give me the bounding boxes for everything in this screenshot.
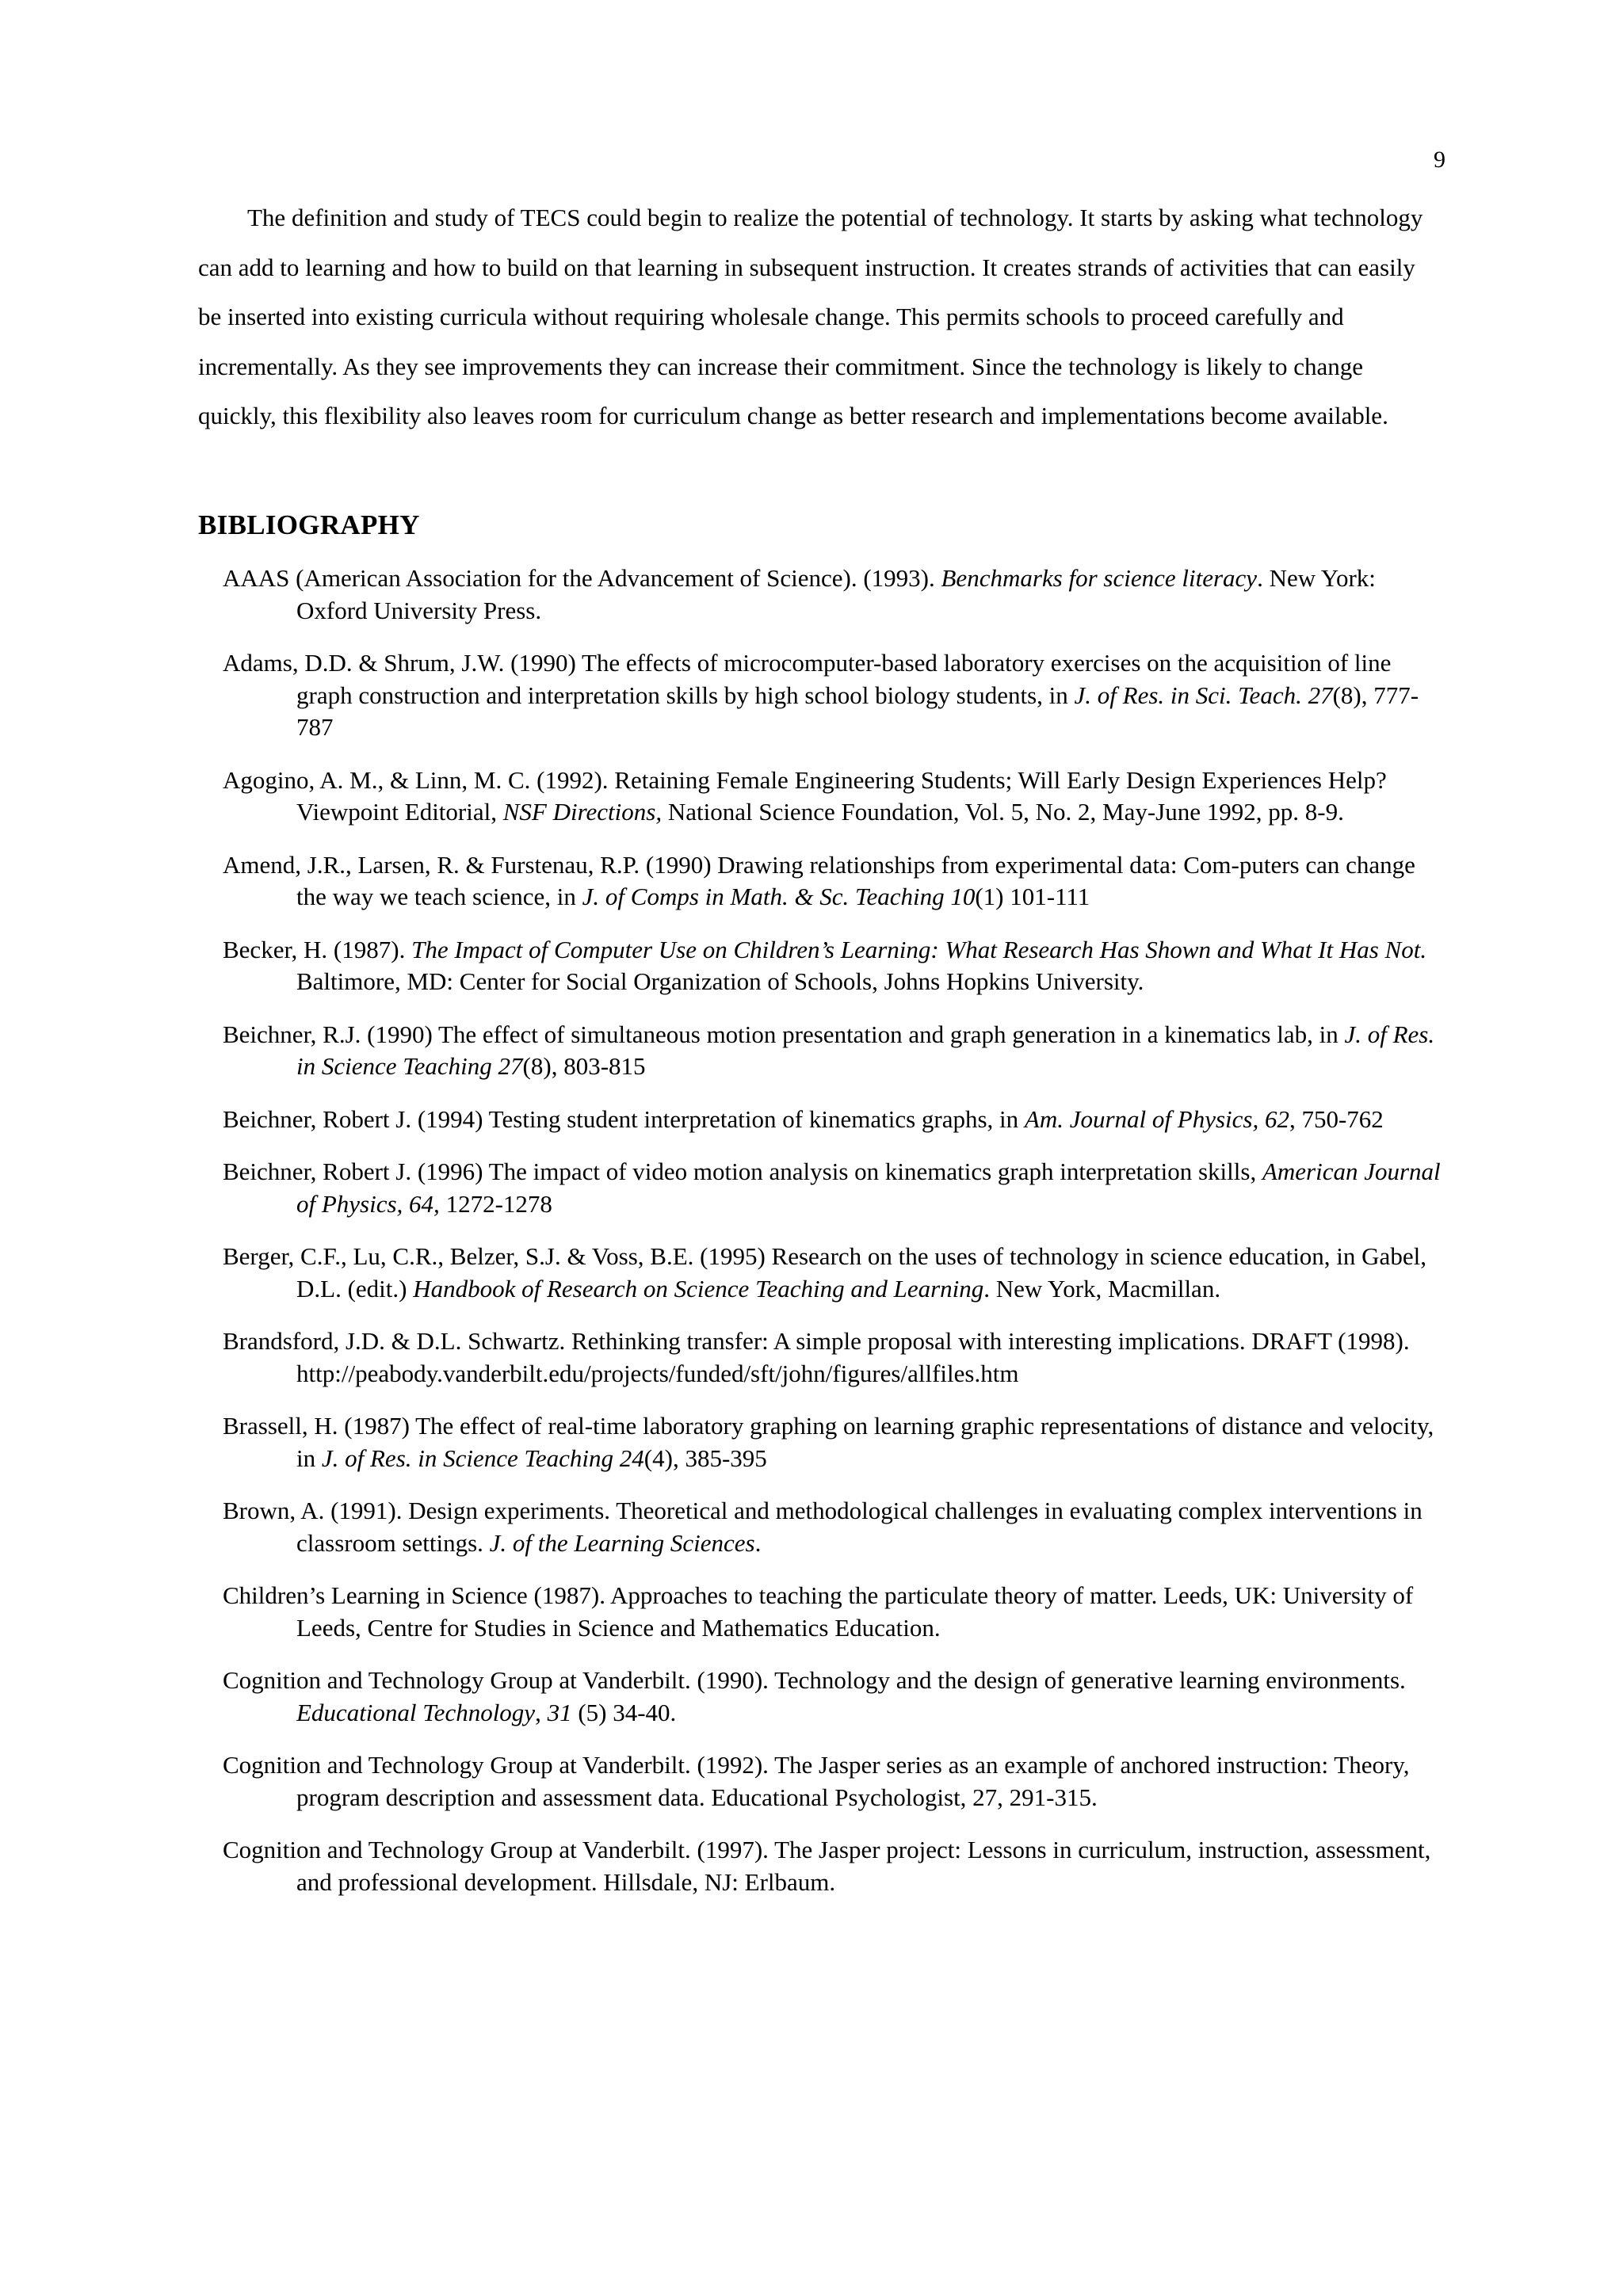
citation-text: Cognition and Technology Group at Vanderbilt. (1992). The Jasper series as an example of anchored instruction: Theory, program description and assessment data. Educational Psychologist, 27, 291-315. bbox=[223, 1751, 1410, 1811]
citation-text: Cognition and Technology Group at Vanderbilt. (1997). The Jasper project: Lessons in curriculum, instruction, assessment, and professional development. Hillsdale, NJ: Erlbaum. bbox=[223, 1836, 1431, 1896]
citation-text: (8), 803-815 bbox=[522, 1052, 646, 1080]
citation-text: Baltimore, MD: Center for Social Organization of Schools, Johns Hopkins University. bbox=[296, 967, 1144, 995]
citation-italic-text: J. of Res. in Science Teaching 27 bbox=[296, 1020, 1435, 1080]
citation-italic-text: The Impact of Computer Use on Children’s Learning: What Research Has Shown and What It Has Not. bbox=[411, 935, 1427, 963]
citation-italic-text: Benchmarks for science literacy bbox=[941, 564, 1258, 592]
citation-text: . New York, Macmillan. bbox=[983, 1274, 1221, 1302]
citation-italic-text: J. of Res. in Science Teaching 24 bbox=[321, 1444, 644, 1472]
bibliography-entry bbox=[223, 1325, 1443, 1390]
bibliography-entry bbox=[223, 1410, 1443, 1474]
citation-text: Amend, J.R., Larsen, R. & Furstenau, R.P. (1990) Drawing relationships from experimental data: Com-puters can change the way we teach science, in bbox=[223, 850, 1415, 910]
citation-text: National Science Foundation, Vol. 5, No. 2, May-June 1992, pp. 8-9. bbox=[662, 798, 1344, 826]
bibliography-entry bbox=[223, 1241, 1443, 1305]
bibliography-list bbox=[223, 563, 1443, 1919]
bibliography-entry bbox=[223, 849, 1443, 913]
page-number: 9 bbox=[1434, 147, 1445, 173]
citation-text: Brandsford, J.D. & D.L. Schwartz. Rethinking transfer: A simple proposal with interesting implications. DRAFT (1998). http://peabody.vanderbilt.edu/projects/funded/sft/john/figures/allfiles.htm bbox=[223, 1327, 1410, 1387]
citation-text: , bbox=[535, 1698, 548, 1726]
citation-italic-text: NSF Directions, bbox=[502, 798, 663, 826]
bibliography-entry bbox=[223, 647, 1443, 744]
citation-text: Children’s Learning in Science (1987). Approaches to teaching the particulate theory of matter. Leeds, UK: University of Leeds, Centre for Studies in Science and Mathematics Education. bbox=[223, 1581, 1414, 1642]
citation-text: , 750-762 bbox=[1289, 1104, 1384, 1133]
citation-italic-text: Am. Journal of Physics, 62 bbox=[1024, 1104, 1289, 1133]
citation-italic-text: American Journal of Physics, 64, bbox=[296, 1158, 1441, 1218]
bibliography-entry bbox=[223, 1495, 1443, 1559]
citation-text: . bbox=[754, 1528, 762, 1557]
bibliography-entry bbox=[223, 1156, 1443, 1220]
bibliography-entry bbox=[223, 1665, 1443, 1729]
bibliography-entry bbox=[223, 563, 1443, 627]
citation-text: Cognition and Technology Group at Vanderbilt. (1990). Technology and the design of generative learning environments. bbox=[223, 1666, 1406, 1694]
citation-text: Brown, A. (1991). Design experiments. Theoretical and methodological challenges in evaluating complex interventions in classroom settings. bbox=[223, 1497, 1423, 1557]
citation-italic-text: 31 bbox=[547, 1698, 572, 1726]
citation-text: 1272-1278 bbox=[439, 1189, 552, 1218]
citation-text: . New York: Oxford University Press. bbox=[296, 564, 1376, 624]
bibliography-entry bbox=[223, 1749, 1443, 1814]
bibliography-entry bbox=[223, 1834, 1443, 1898]
bibliography-entry bbox=[223, 765, 1443, 829]
citation-italic-text: J. of the Learning Sciences bbox=[489, 1528, 755, 1557]
citation-text: Beichner, Robert J. (1996) The impact of video motion analysis on kinematics graph interpretation skills, bbox=[223, 1158, 1262, 1185]
bibliography-entry bbox=[223, 934, 1443, 998]
citation-text: (4), 385-395 bbox=[643, 1444, 767, 1472]
bibliography-entry bbox=[223, 1580, 1443, 1644]
citation-text: Becker, H. (1987). bbox=[223, 935, 412, 963]
citation-text: Brassell, H. (1987) The effect of real-time laboratory graphing on learning graphic representations of distance and velocity, in bbox=[223, 1412, 1434, 1472]
citation-italic-text: J. of Comps in Math. & Sc. Teaching 10 bbox=[582, 883, 976, 910]
intro-paragraph: The definition and study of TECS could begin to realize the potential of technology. It starts by asking what technology can add to learning and how to build on that learning in subsequent instruction. It creates strands of activities that can easily be inserted into existing curricula without requiring wholesale change. This permits schools to proceed carefully and incrementally. As they see improvements they can increase their commitment. Since the technology is likely to change quickly, this flexibility also leaves room for curriculum change as better research and implementations become available. bbox=[198, 204, 1423, 429]
citation-text: AAAS (American Association for the Advancement of Science). (1993). bbox=[223, 564, 941, 592]
citation-text: (5) 34-40. bbox=[571, 1698, 677, 1726]
citation-italic-text: Educational Technology bbox=[296, 1698, 536, 1726]
citation-text: Beichner, R.J. (1990) The effect of simultaneous motion presentation and graph generation in a kinematics lab, in bbox=[223, 1020, 1345, 1048]
citation-italic-text: Handbook of Research on Science Teaching and Learning bbox=[413, 1274, 984, 1302]
citation-text: Adams, D.D. & Shrum, J.W. (1990) The effects of microcomputer-based laboratory exercises on the acquisition of line graph construction and interpretation skills by high school biology students, in bbox=[223, 649, 1392, 709]
citation-text: (8), 777-787 bbox=[296, 681, 1419, 741]
citation-italic-text: J. of Res. in Sci. Teach. 27 bbox=[1074, 681, 1333, 709]
citation-text: Berger, C.F., Lu, C.R., Belzer, S.J. & Voss, B.E. (1995) Research on the uses of technology in science education, in Gabel, D.L. (edit.) bbox=[223, 1242, 1426, 1302]
citation-text: Agogino, A. M., & Linn, M. C. (1992). Retaining Female Engineering Students; Will Early Design Experiences Help? Viewpoint Editorial, bbox=[223, 765, 1387, 826]
citation-text: Beichner, Robert J. (1994) Testing student interpretation of kinematics graphs, in bbox=[223, 1104, 1025, 1133]
bibliography-heading: BIBLIOGRAPHY bbox=[198, 509, 420, 540]
bibliography-entry bbox=[223, 1019, 1443, 1083]
bibliography-entry bbox=[223, 1104, 1443, 1136]
citation-text: (1) 101-111 bbox=[975, 883, 1090, 910]
